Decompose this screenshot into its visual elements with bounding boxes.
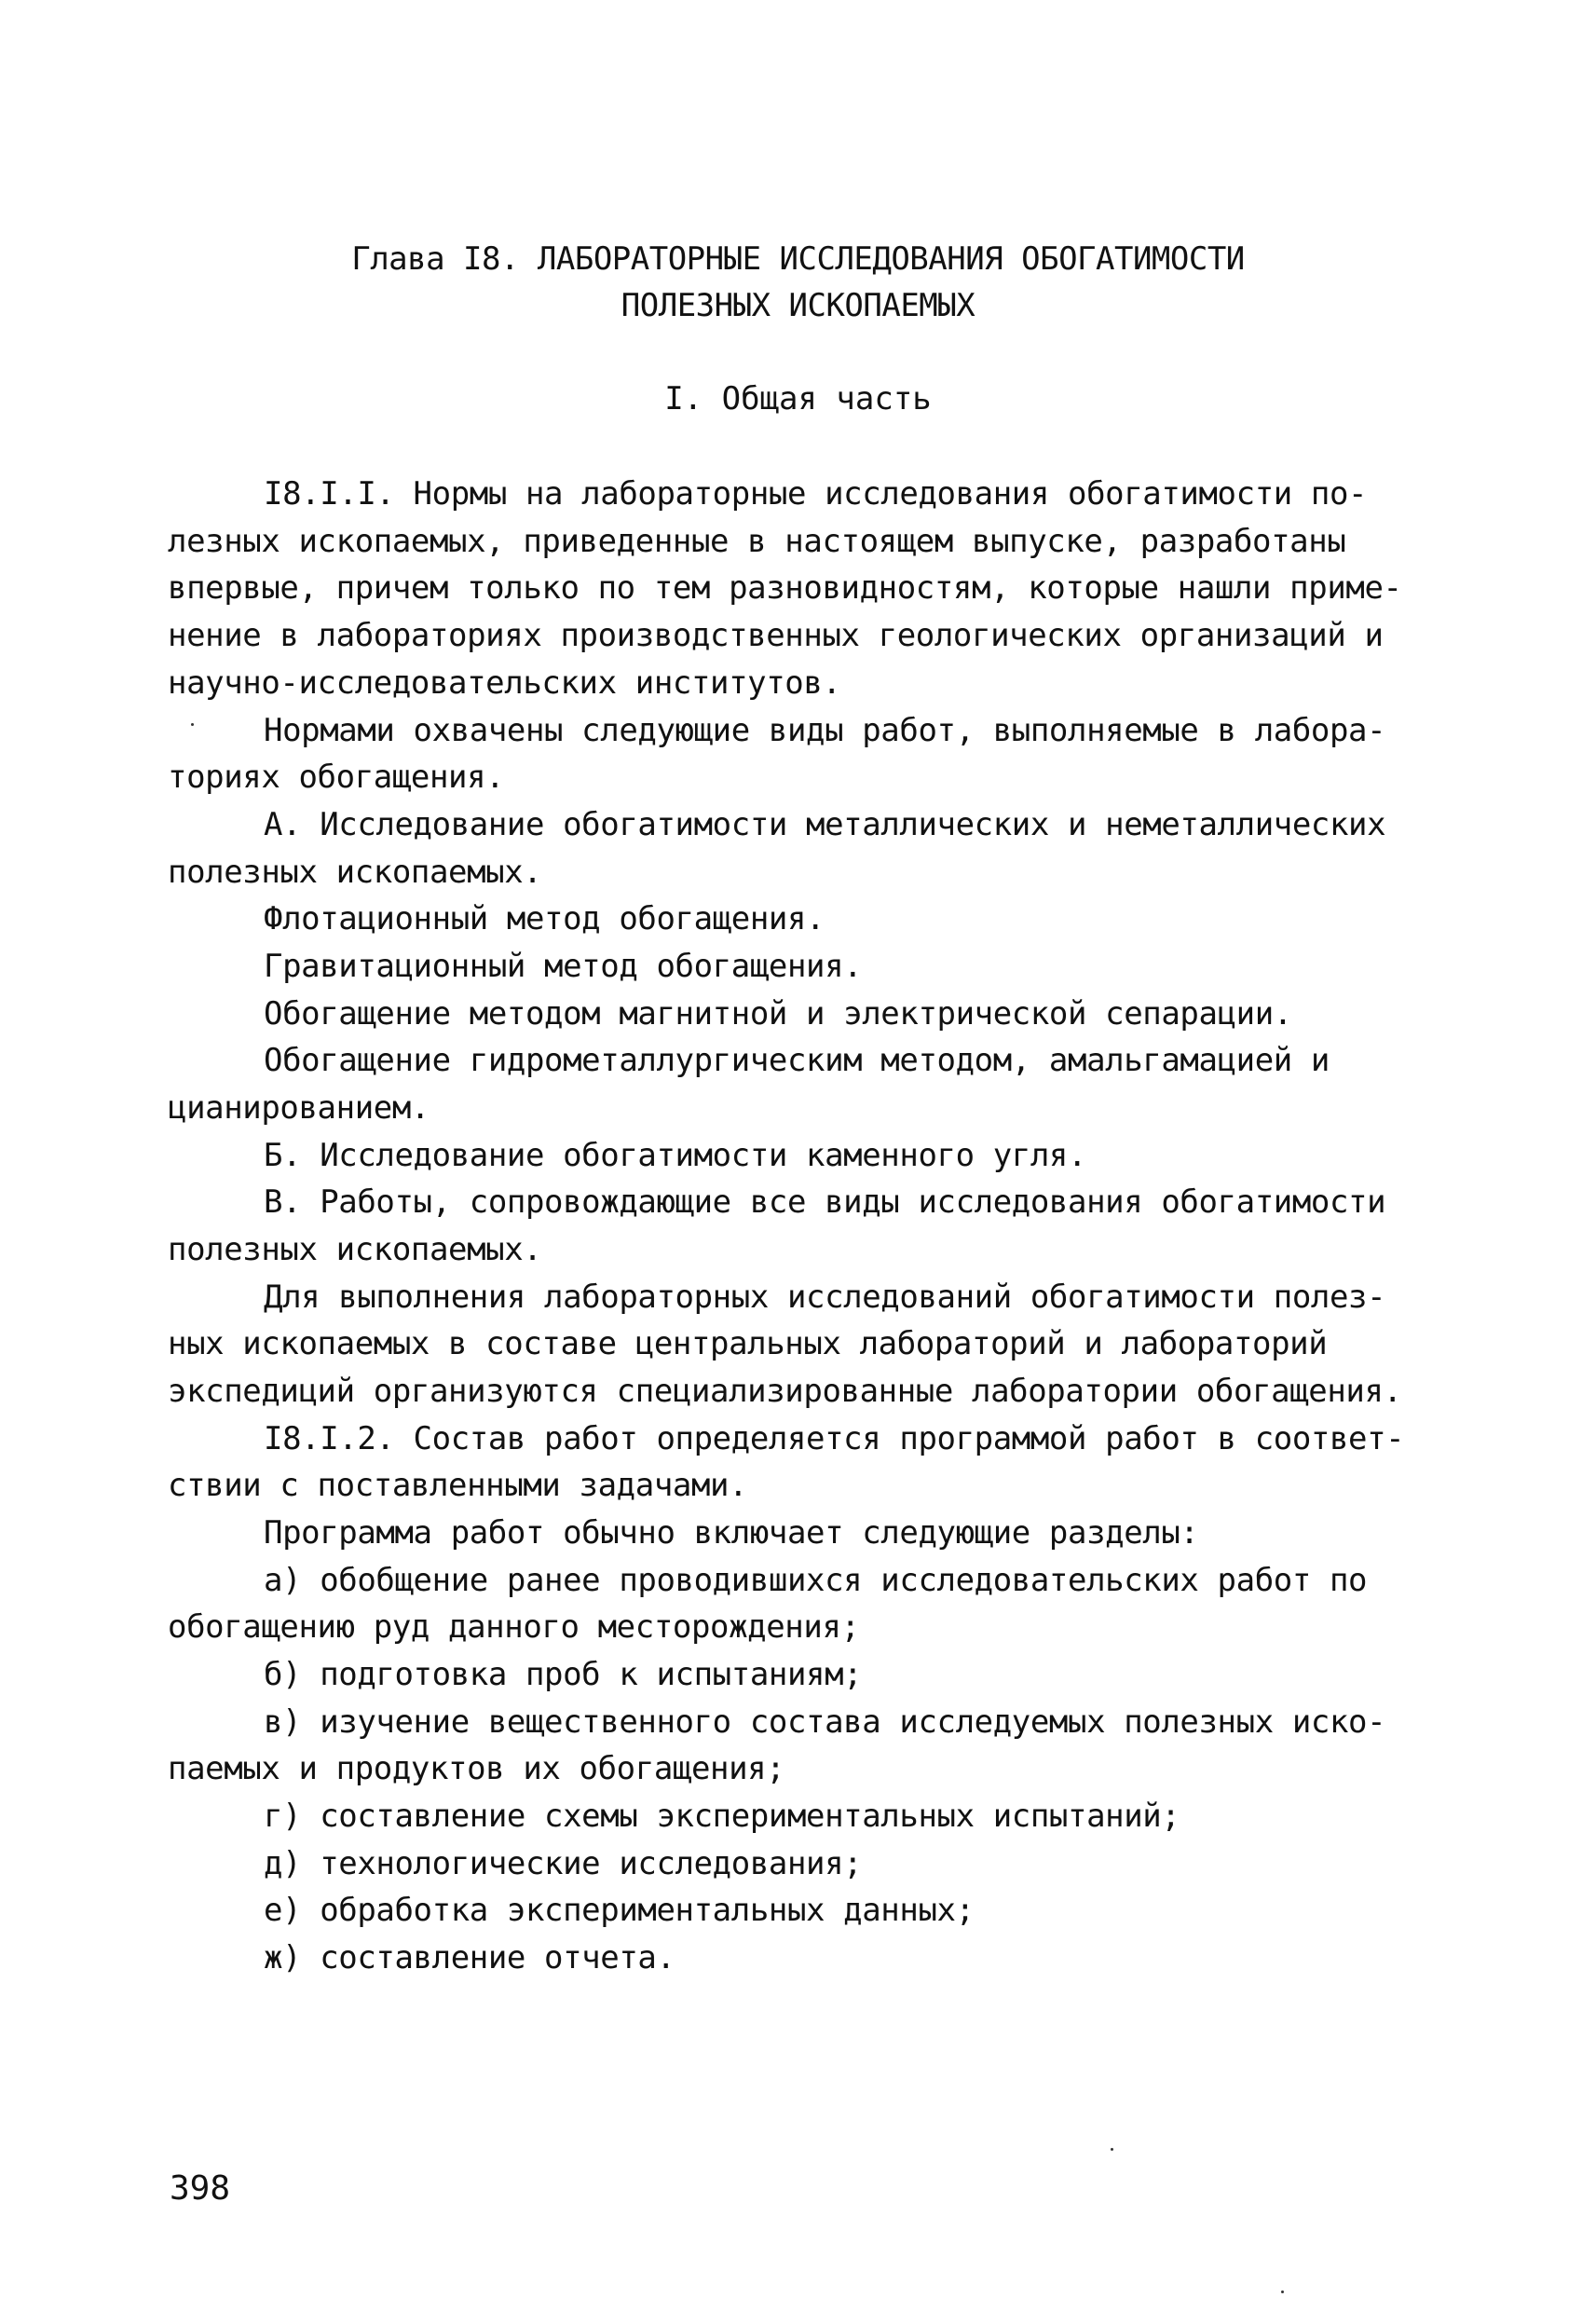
text-line: Б. Исследование обогатимости каменного угля. bbox=[264, 1137, 1087, 1174]
text-line: в) изучение вещественного состава исследуемых полезных иско- bbox=[264, 1703, 1386, 1741]
text-line: экспедиций организуются специализированные лаборатории обогащения. bbox=[168, 1373, 1402, 1410]
text-line: Гравитационный метод обогащения. bbox=[264, 948, 863, 985]
text-line: Программа работ обычно включает следующие разделы: bbox=[264, 1514, 1199, 1552]
text-line: впервые, причем только по тем разновидностям, которые нашли приме- bbox=[168, 569, 1402, 607]
text-line: Обогащение гидрометаллургическим методом, амальгамацией и bbox=[264, 1042, 1330, 1079]
scan-speck bbox=[191, 723, 194, 726]
text-line: обогащению руд данного месторождения; bbox=[168, 1608, 860, 1646]
text-line: ных ископаемых в составе центральных лабораторий и лабораторий bbox=[168, 1325, 1328, 1362]
text-line: лезных ископаемых, приведенные в настоящем выпуске, разработаны bbox=[168, 523, 1346, 560]
text-line: научно-исследовательских институтов. bbox=[168, 664, 841, 702]
text-line: паемых и продуктов их обогащения; bbox=[168, 1750, 785, 1787]
text-line: ториях обогащения. bbox=[168, 759, 505, 796]
text-line: I8.I.I. Нормы на лабораторные исследования обогатимости по- bbox=[264, 475, 1368, 513]
text-line: В. Работы, сопровождающие все виды исследования обогатимости bbox=[264, 1183, 1386, 1221]
text-line: Обогащение методом магнитной и электрической сепарации. bbox=[264, 995, 1292, 1032]
scan-speck bbox=[1281, 2290, 1284, 2293]
chapter-title-line-1: Глава I8. ЛАБОРАТОРНЫЕ ИССЛЕДОВАНИЯ ОБОГАТИМОСТИ bbox=[351, 240, 1245, 278]
text-line: I8.I.2. Состав работ определяется программой работ в соответ- bbox=[264, 1420, 1405, 1457]
text-line: а) обобщение ранее проводившихся исследовательских работ по bbox=[264, 1562, 1368, 1599]
section-heading: I. Общая часть bbox=[664, 380, 932, 417]
text-line: ствии с поставленными задачами. bbox=[168, 1467, 748, 1504]
text-line: полезных ископаемых. bbox=[168, 1231, 542, 1268]
text-line: ж) составление отчета. bbox=[264, 1939, 675, 1976]
text-line: б) подготовка проб к испытаниям; bbox=[264, 1656, 863, 1693]
page-number: 398 bbox=[170, 2169, 231, 2208]
text-line: г) составление схемы экспериментальных испытаний; bbox=[264, 1798, 1180, 1835]
text-line: е) обработка экспериментальных данных; bbox=[264, 1892, 975, 1929]
text-line: нение в лабораториях производственных геологических организаций и bbox=[168, 617, 1384, 654]
text-line: Нормами охвачены следующие виды работ, выполняемые в лабора- bbox=[264, 712, 1386, 749]
chapter-title-line-2: ПОЛЕЗНЫХ ИСКОПАЕМЫХ bbox=[621, 287, 975, 324]
text-line: цианированием. bbox=[168, 1089, 430, 1127]
text-line: Для выполнения лабораторных исследований обогатимости полез- bbox=[264, 1279, 1386, 1316]
scan-speck bbox=[1111, 2148, 1113, 2151]
text-line: Флотационный метод обогащения. bbox=[264, 900, 825, 937]
text-line: А. Исследование обогатимости металлических и неметаллических bbox=[264, 806, 1386, 843]
text-line: полезных ископаемых. bbox=[168, 854, 542, 891]
text-line: д) технологические исследования; bbox=[264, 1845, 863, 1882]
